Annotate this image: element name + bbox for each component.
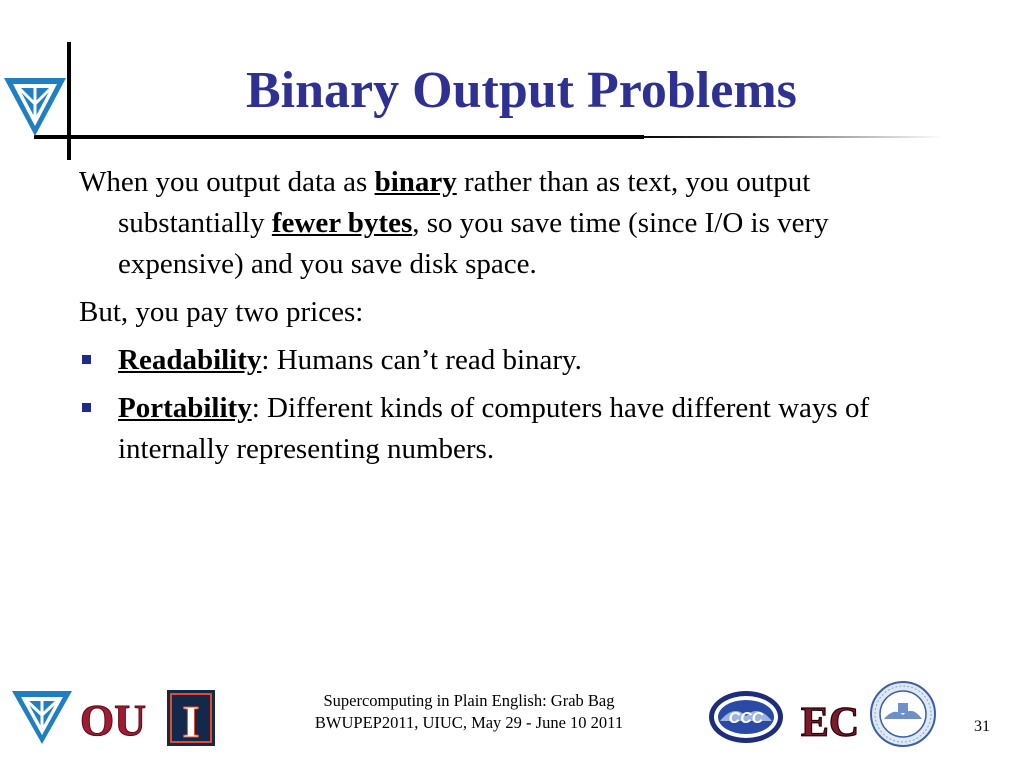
bullet-text: : Humans can’t read binary. xyxy=(261,344,582,376)
header-horizontal-line xyxy=(34,135,644,139)
bullet-portability xyxy=(79,388,959,470)
slide-body xyxy=(79,162,959,477)
earlham-logo-icon xyxy=(800,690,860,746)
bullet-readability xyxy=(79,340,959,381)
slide-title: Binary Output Problems xyxy=(246,62,797,119)
university-seal-icon xyxy=(870,681,936,747)
paragraph-text: rather than as text, you output substantially xyxy=(118,166,811,239)
illinois-logo-text: I xyxy=(182,696,200,747)
earlham-logo-text: EC xyxy=(800,700,860,746)
keyword-fewer-bytes: fewer bytes xyxy=(271,207,413,239)
page-number: 31 xyxy=(974,718,990,735)
bullet-text: : Different kinds of computers have different ways of internally representing numbers. xyxy=(118,392,870,465)
square-bullet-icon xyxy=(82,355,91,364)
paragraph-text: When you output data as xyxy=(79,166,375,198)
keyword-binary: binary xyxy=(374,166,457,198)
oklahoma-logo-text: OU xyxy=(80,696,146,745)
bullet-term: Portability xyxy=(118,392,252,424)
paragraph-prices: But, you pay two prices: xyxy=(79,296,364,328)
bullet-term: Readability xyxy=(118,344,262,376)
square-bullet-icon xyxy=(82,403,91,412)
footer-event-line: BWUPEP2011, UIUC, May 29 - June 10 2011 xyxy=(314,713,624,732)
illinois-logo-icon xyxy=(167,690,215,746)
footer-course-title: Supercomputing in Plain English: Grab Bag xyxy=(323,691,615,710)
triangle-logo-icon xyxy=(2,74,68,138)
oklahoma-logo-icon xyxy=(80,685,146,747)
ccc-logo-text: CCC xyxy=(728,710,764,727)
paragraph-text: , so you save time (since I/O is very expensive) and you save disk space. xyxy=(118,207,829,280)
paragraph-binary xyxy=(79,162,959,285)
header-line-fade xyxy=(644,136,944,138)
ccc-logo-icon xyxy=(708,690,784,744)
triangle-logo-footer-icon xyxy=(10,688,74,746)
footer-text xyxy=(270,690,668,734)
